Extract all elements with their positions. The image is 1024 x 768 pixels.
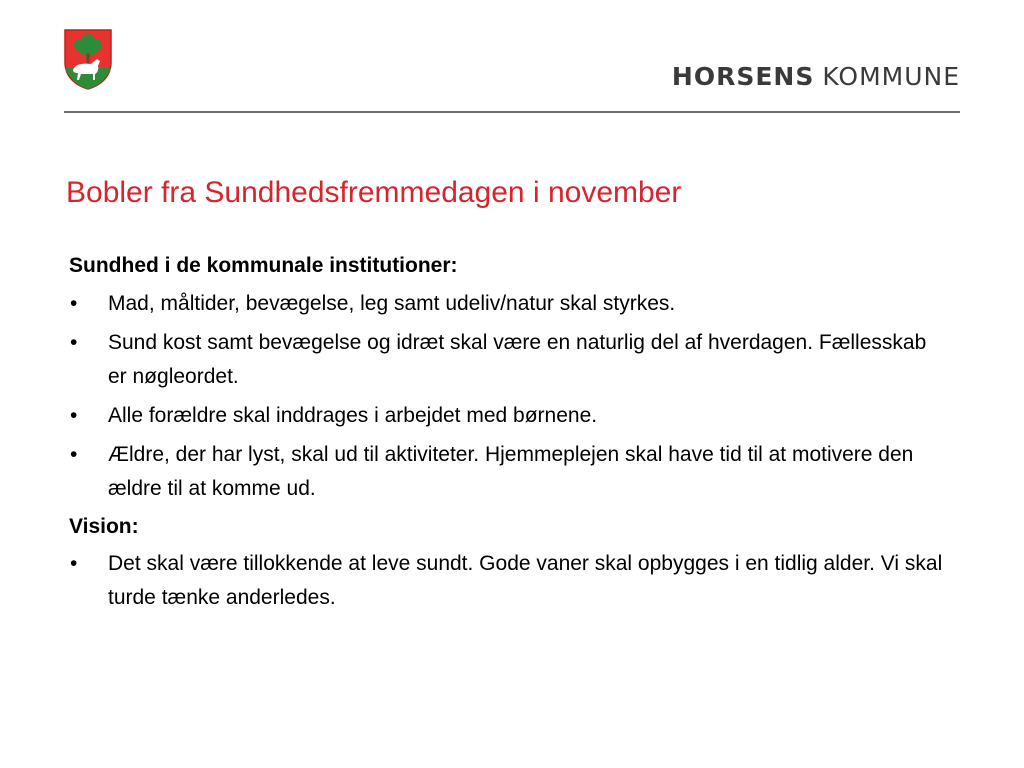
vision-bullet-list xyxy=(69,547,949,615)
list-item-text: Mad, måltider, bevægelse, leg samt udeliv/natur skal styrkes. xyxy=(108,291,676,315)
brand-name-bold: HORSENS xyxy=(671,62,815,91)
list-item xyxy=(69,438,949,506)
bullet-icon: • xyxy=(70,330,78,354)
section-heading-vision: Vision: xyxy=(69,514,139,538)
list-item xyxy=(69,399,949,433)
list-item xyxy=(69,326,949,394)
bullet-icon: • xyxy=(70,291,78,315)
slide-title: Bobler fra Sundhedsfremmedagen i november xyxy=(66,176,682,209)
header-divider xyxy=(64,111,960,113)
list-item-text: Sund kost samt bevægelse og idræt skal være en naturlig del af hverdagen. Fællesskab er nøgleordet. xyxy=(108,330,927,388)
institutions-bullet-list xyxy=(69,287,949,506)
list-item-text: Det skal være tillokkende at leve sundt. Gode vaner skal opbygges i en tidlig alder. Vi skal turde tænke anderledes. xyxy=(108,552,943,610)
horsens-coat-of-arms-logo xyxy=(63,28,113,90)
section-heading-institutions: Sundhed i de kommunale institutioner: xyxy=(69,254,458,277)
list-item-text: Ældre, der har lyst, skal ud til aktiviteter. Hjemmeplejen skal have tid til at motivere den ældre til at komme ud. xyxy=(108,442,914,500)
list-item xyxy=(69,547,949,615)
bullet-icon: • xyxy=(70,442,78,466)
slide-body xyxy=(69,250,949,620)
crest-icon xyxy=(63,28,113,90)
brand-name-light: KOMMUNE xyxy=(822,62,960,91)
horsens-kommune-wordmark xyxy=(672,62,960,91)
list-item-text: Alle forældre skal inddrages i arbejdet med børnene. xyxy=(108,403,598,427)
bullet-icon: • xyxy=(70,403,78,427)
list-item xyxy=(69,287,949,321)
bullet-icon: • xyxy=(70,552,78,576)
